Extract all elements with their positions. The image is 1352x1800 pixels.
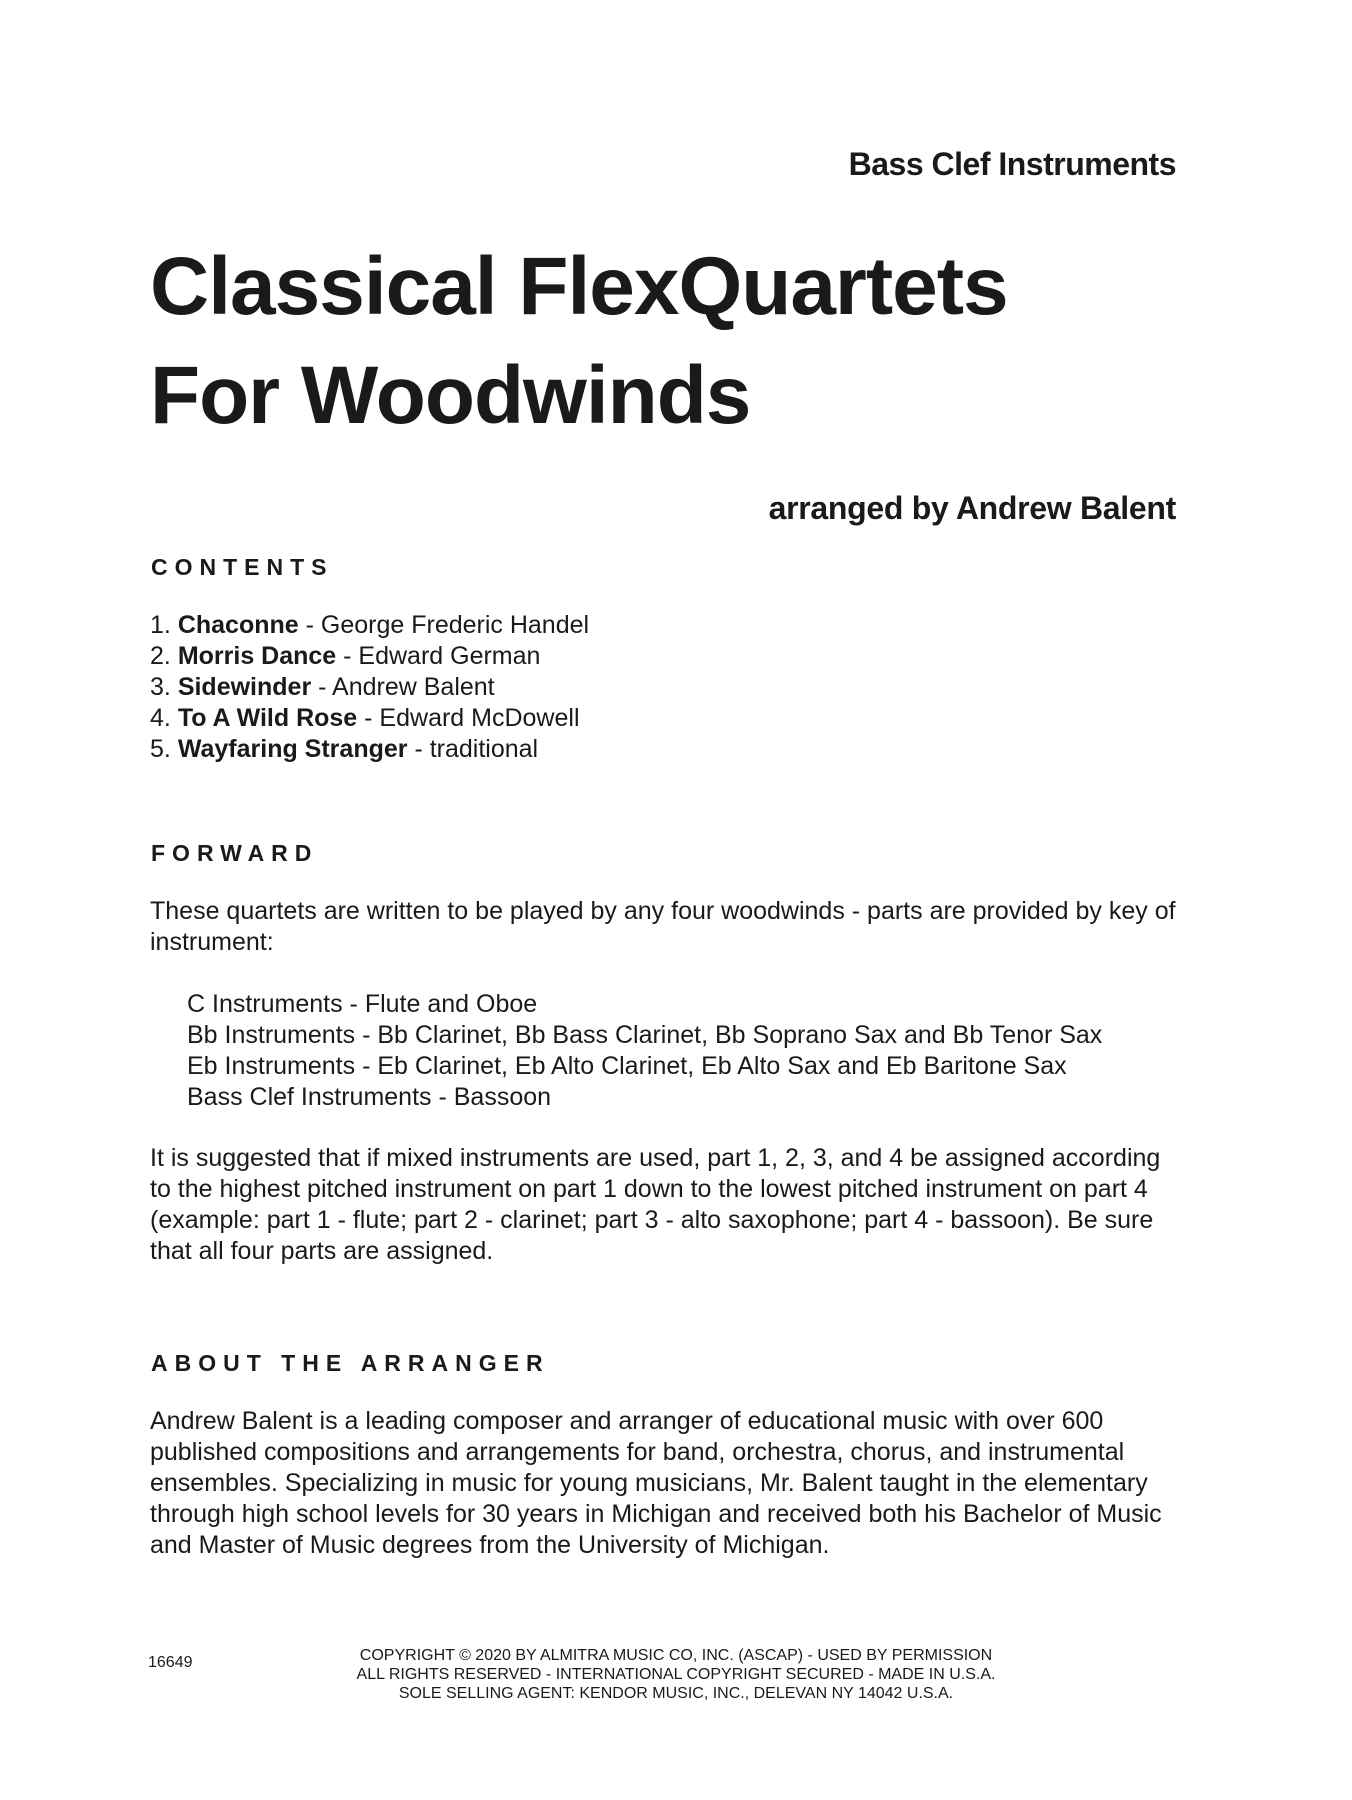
forward-heading: FORWARD — [151, 840, 319, 866]
contents-item — [150, 641, 589, 672]
copyright-line: COPYRIGHT © 2020 BY ALMITRA MUSIC CO, INC. (ASCAP) - USED BY PERMISSION — [359, 1647, 993, 1664]
contents-item-number: 5. — [150, 735, 171, 763]
contents-item-title: Chaconne — [177, 611, 299, 639]
instrument-list-item: C Instruments - Flute and Oboe — [187, 990, 538, 1018]
contents-item-composer: - Edward German — [336, 642, 541, 670]
contents-heading: CONTENTS — [151, 554, 334, 580]
contents-item-title: Sidewinder — [177, 673, 312, 701]
instrument-label: Bass Clef Instruments — [848, 146, 1176, 182]
about-heading: ABOUT THE ARRANGER — [151, 1350, 550, 1376]
catalog-number: 16649 — [148, 1654, 193, 1671]
contents-list — [150, 610, 589, 765]
contents-item-composer: - Edward McDowell — [357, 704, 580, 732]
contents-item-number: 3. — [150, 673, 171, 701]
contents-item-composer: - Andrew Balent — [311, 673, 495, 701]
contents-item — [150, 703, 589, 734]
instrument-list-item: Eb Instruments - Eb Clarinet, Eb Alto Clarinet, Eb Alto Sax and Eb Baritone Sax — [187, 1052, 1067, 1080]
copyright-line: SOLE SELLING AGENT: KENDOR MUSIC, INC., DELEVAN NY 14042 U.S.A. — [398, 1685, 954, 1702]
contents-item-title: Morris Dance — [177, 642, 337, 670]
contents-item-number: 1. — [150, 611, 171, 639]
copyright-line: ALL RIGHTS RESERVED - INTERNATIONAL COPYRIGHT SECURED - MADE IN U.S.A. — [356, 1666, 996, 1683]
about-text: Andrew Balent is a leading composer and arranger of educational music with over 600 published compositions and arrangements for band, orchestra, chorus, and instrumental ensembles. Specializing in music for young musicians, Mr. Balent taught in the elementary through high school levels for 30 years in Michigan and received both his Bachelor of Music and Master of Music degrees from the University of Michigan. — [150, 1407, 1162, 1559]
copyright-notice — [300, 1646, 1052, 1703]
instrument-list-item: Bass Clef Instruments - Bassoon — [187, 1083, 552, 1111]
contents-item-composer: - George Frederic Handel — [298, 611, 590, 639]
instrument-list — [187, 989, 1102, 1113]
forward-suggestion: It is suggested that if mixed instruments are used, part 1, 2, 3, and 4 be assigned according to the highest pitched instrument on part 1 down to the lowest pitched instrument on part 4 (example: part 1 - flute; part 2 - clarinet; part 3 - alto saxophone; part 4 - bassoon). Be sure that all four parts are assigned. — [150, 1144, 1161, 1265]
title-line-1: Classical FlexQuartets — [150, 241, 1008, 332]
instrument-list-item: Bb Instruments - Bb Clarinet, Bb Bass Clarinet, Bb Soprano Sax and Bb Tenor Sax — [187, 1021, 1103, 1049]
arranger-credit: arranged by Andrew Balent — [768, 490, 1176, 526]
contents-item-title: To A Wild Rose — [177, 704, 358, 732]
contents-item — [150, 734, 589, 765]
contents-item-title: Wayfaring Stranger — [177, 735, 408, 763]
contents-item — [150, 610, 589, 641]
contents-item-number: 4. — [150, 704, 171, 732]
title-line-2: For Woodwinds — [150, 350, 751, 441]
forward-intro: These quartets are written to be played by any four woodwinds - parts are provided by key of instrument: — [150, 897, 1176, 956]
contents-item-number: 2. — [150, 642, 171, 670]
contents-item-composer: - traditional — [407, 735, 539, 763]
contents-item — [150, 672, 589, 703]
